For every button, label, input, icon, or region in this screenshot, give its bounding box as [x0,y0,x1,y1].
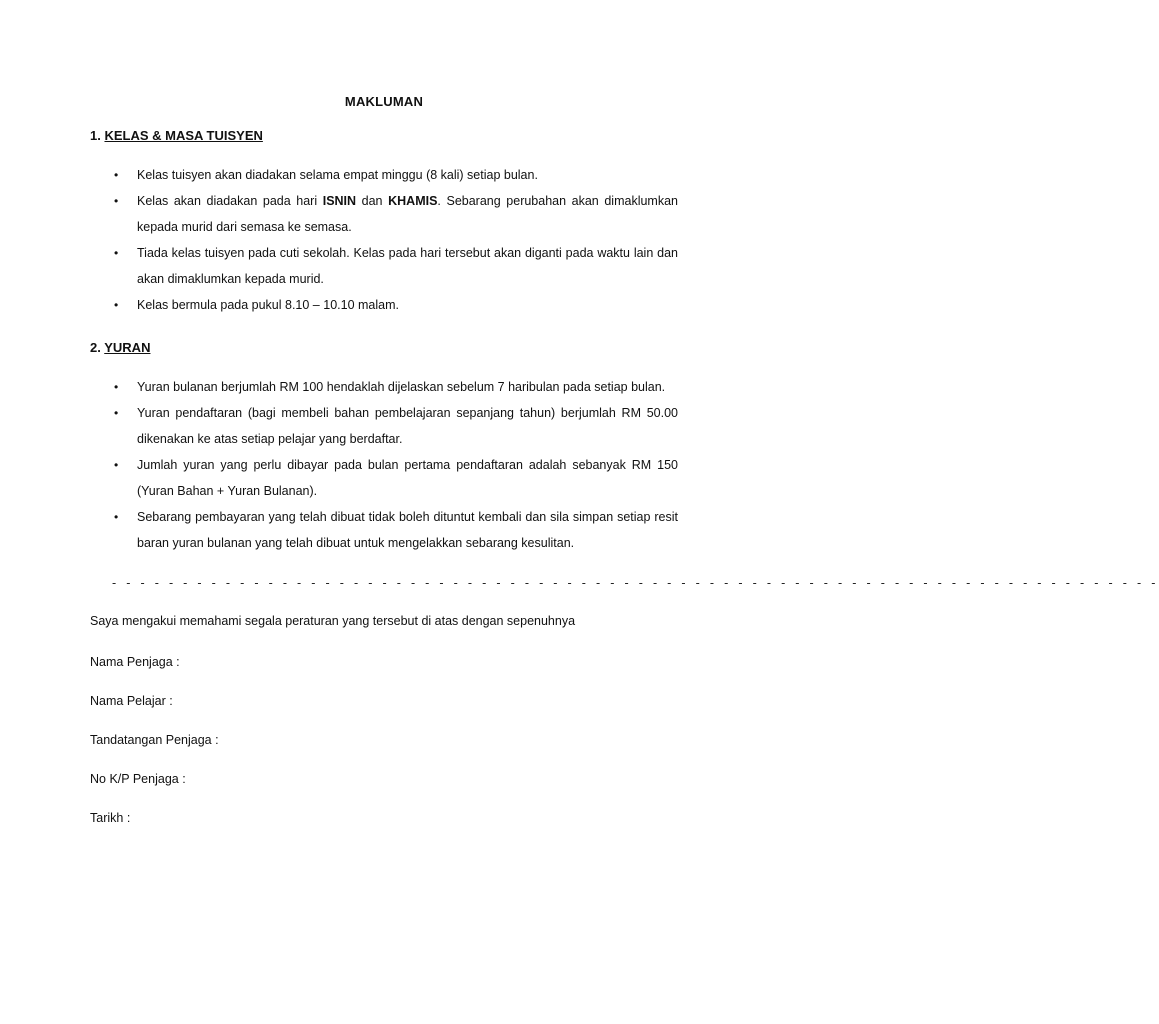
bullet-dot-icon: • [114,298,119,312]
document-title: MAKLUMAN [344,94,424,109]
cut-line-separator: - - - - - - - - - - - - - - - - - - - - - - - - - - - - - - - - - - - - - - - - - - - - - - - - - - - - - - - - - - - - - - - - - - - - - - - - - - [112,576,1159,590]
bullet-text: . Sebarang perubahan akan dimaklumkan kepada murid dari semasa ke semasa. [137,194,678,234]
bullet-text: Jumlah yuran yang perlu dibayar pada bulan pertama pendaftaran adalah sebanyak RM 150 (Yuran Bahan + Yuran Bulanan). [137,458,678,498]
form-field-nama-penjaga: Nama Penjaga : [90,655,180,669]
bullet-text: Yuran bulanan berjumlah RM 100 hendaklah dijelaskan sebelum 7 haribulan pada setiap bulan. [137,380,666,394]
bullet-item [112,400,678,452]
section-heading-yuran [90,340,150,355]
bullet-dot-icon: • [114,380,119,394]
bullet-item [112,374,678,400]
bullet-item [112,162,678,188]
bullet-text: Yuran pendaftaran (bagi membeli bahan pembelajaran sepanjang tahun) berjumlah RM 50.00 dikenakan ke atas setiap pelajar yang berdaftar. [137,406,678,446]
bullet-dot-icon: • [114,458,119,472]
bullet-dot-icon: • [114,246,119,260]
section-heading-kelas [90,128,263,143]
form-field-nama-pelajar: Nama Pelajar : [90,694,173,708]
bullet-text: dan [356,194,389,208]
section-label: KELAS & MASA TUISYEN [104,128,263,143]
bullet-text: Kelas tuisyen akan diadakan selama empat minggu (8 kali) setiap bulan. [137,168,538,182]
bullet-text-bold: KHAMIS [388,194,438,208]
bullet-dot-icon: • [114,168,119,182]
bullet-text: Sebarang pembayaran yang telah dibuat tidak boleh dituntut kembali dan sila simpan setiap resit baran yuran bulanan yang telah dibuat untuk mengelakkan sebarang kesulitan. [137,510,678,550]
bullet-item [112,292,678,318]
bullet-item [112,188,678,240]
bullet-text-bold: ISNIN [322,194,357,208]
form-field-tarikh: Tarikh : [90,811,131,825]
section-number: 1. [90,128,101,143]
kelas-bullet-list [112,162,678,318]
bullet-item [112,240,678,292]
form-field-no-kp-penjaga: No K/P Penjaga : [90,772,186,786]
bullet-text: Kelas akan diadakan pada hari [137,194,323,208]
bullet-item [112,504,678,556]
bullet-dot-icon: • [114,194,119,208]
section-label: YURAN [104,340,151,355]
yuran-bullet-list [112,374,678,556]
bullet-text: Tiada kelas tuisyen pada cuti sekolah. Kelas pada hari tersebut akan diganti pada waktu lain dan akan dimaklumkan kepada murid. [137,246,678,286]
bullet-dot-icon: • [114,510,119,524]
bullet-dot-icon: • [114,406,119,420]
section-number: 2. [90,340,101,355]
bullet-text: Kelas bermula pada pukul 8.10 – 10.10 malam. [137,298,399,312]
form-field-tandatangan-penjaga: Tandatangan Penjaga : [90,733,219,747]
declaration-statement: Saya mengakui memahami segala peraturan yang tersebut di atas dengan sepenuhnya [90,614,576,628]
bullet-item [112,452,678,504]
